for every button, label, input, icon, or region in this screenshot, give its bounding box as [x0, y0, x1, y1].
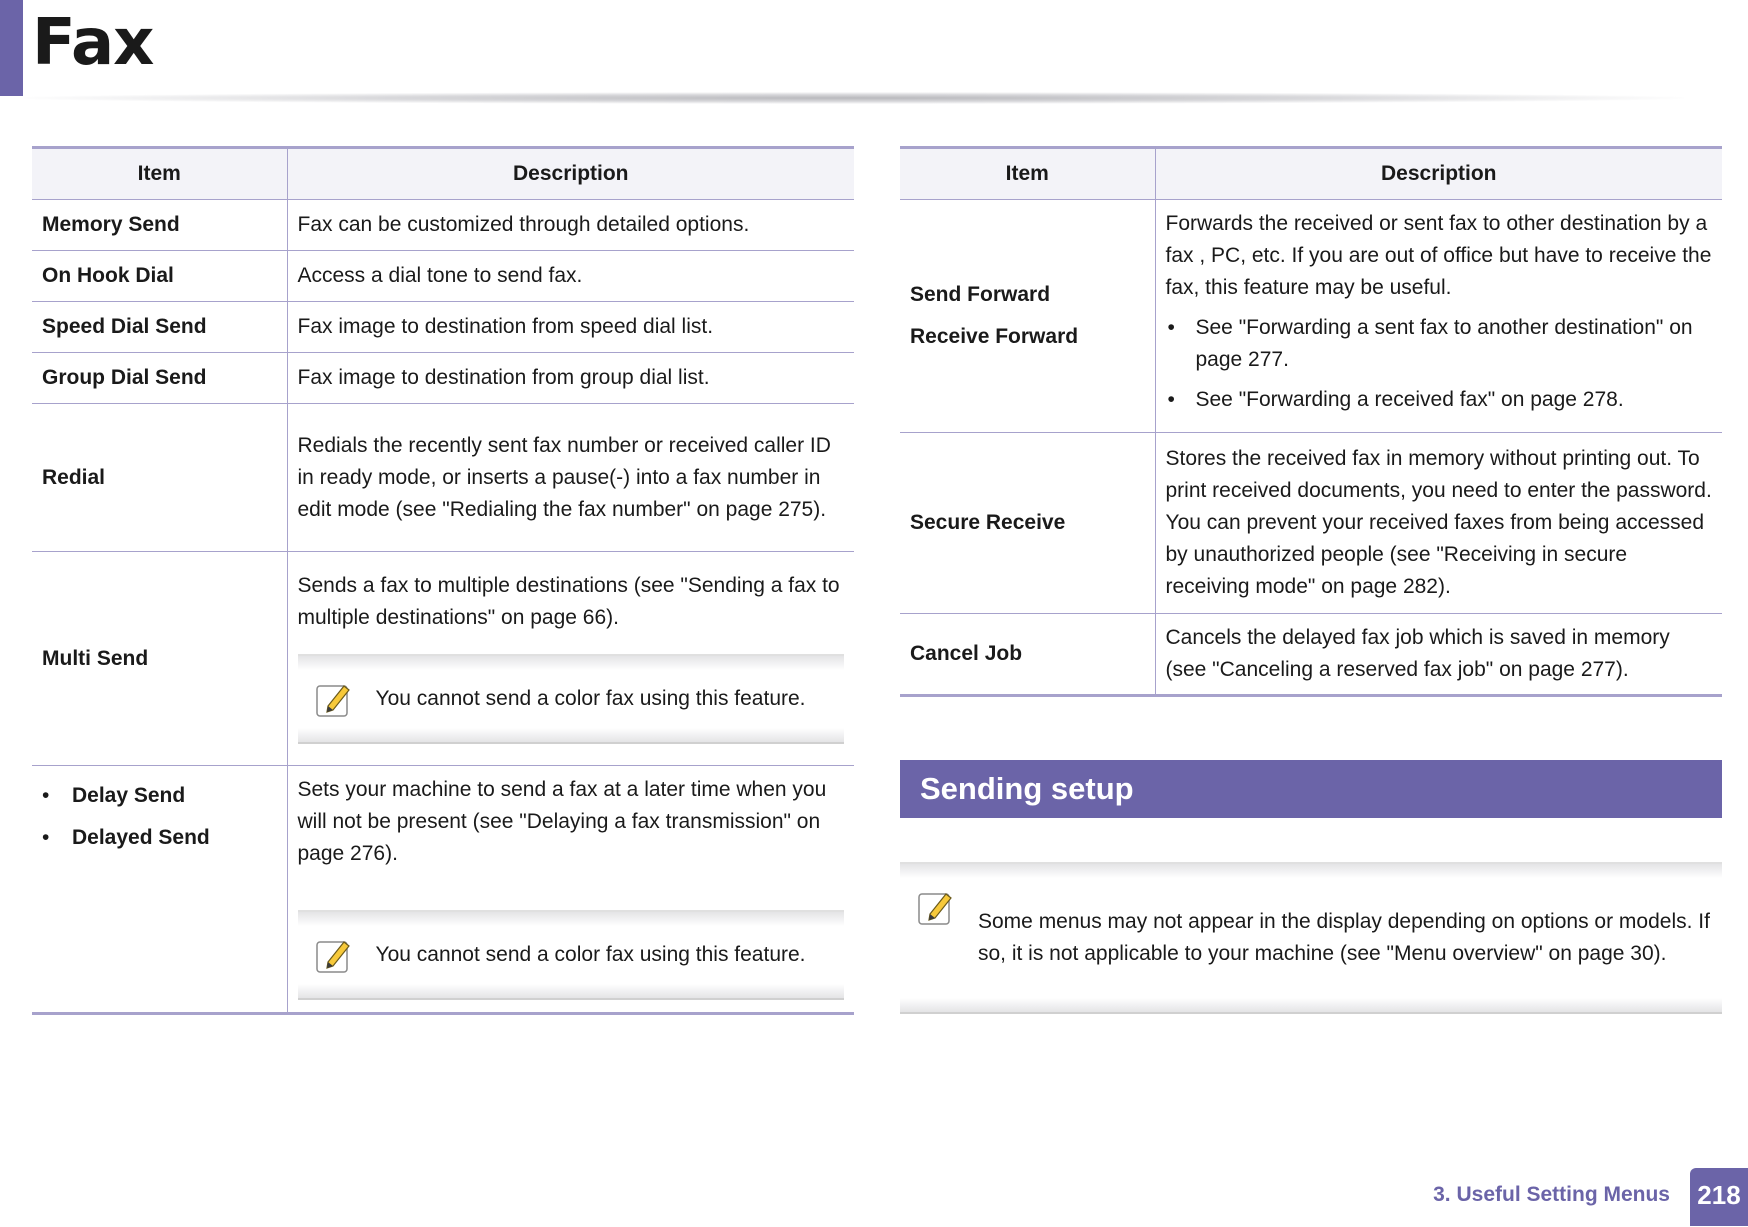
row-description: Sets your machine to send a fax at a later time when you will not be present (see "Delaying a fax transmission" on page 276).: [297, 778, 827, 865]
row-description: Cancels the delayed fax job which is saved in memory (see "Canceling a reserved fax job" on page 277).: [1155, 614, 1722, 696]
table-row: [32, 552, 854, 766]
right-spec-table: [900, 146, 1722, 697]
left-spec-table: [32, 146, 854, 1015]
row-description: Fax can be customized through detailed options.: [287, 200, 854, 251]
note-text: You cannot send a color fax using this feature.: [375, 943, 806, 966]
row-item-cancel-job: Cancel Job: [900, 614, 1155, 696]
table-header-row: [32, 148, 854, 200]
row-description: Redials the recently sent fax number or received caller ID in ready mode, or inserts a pause(-) into a fax number in edit mode (see "Redialing the fax number" on page 275).: [287, 404, 854, 552]
table-row: [32, 302, 854, 353]
note-box: [900, 862, 1722, 1014]
page-number-badge: 218: [1690, 1168, 1748, 1226]
row-item-cell: [32, 766, 287, 1014]
row-description: Forwards the received or sent fax to other destination by a fax , PC, etc. If you are out of office but have to receive the fax, this feature may be useful.: [1165, 212, 1712, 299]
table-row: [32, 251, 854, 302]
row-description-cell: [287, 766, 854, 1014]
title-divider: [24, 92, 1684, 104]
row-description: Stores the received fax in memory without printing out. To print received documents, you need to enter the password. You can prevent your received faxes from being accessed by unauthorized people (see "Receiving in secure receiving mode" on page 282).: [1155, 433, 1722, 614]
row-description: Fax image to destination from group dial list.: [287, 353, 854, 404]
table-row: [900, 614, 1722, 696]
column-header-item: Item: [32, 148, 287, 200]
section-title: Sending setup: [920, 771, 1134, 806]
row-item-send-forward: Send Forward: [910, 283, 1051, 306]
list-item: • See "Forwarding a received fax" on page 278.: [1166, 384, 1713, 416]
list-item: • See "Forwarding a sent fax to another destination" on page 277.: [1166, 312, 1713, 376]
pencil-note-icon: [314, 680, 354, 720]
footer-chapter-label: 3. Useful Setting Menus: [1433, 1183, 1670, 1206]
table-header-row: [900, 148, 1722, 200]
row-item-delayed-send: • Delayed Send: [42, 822, 277, 854]
pencil-note-icon: [314, 936, 354, 976]
section-note-container: [900, 862, 1722, 1018]
column-header-description: Description: [287, 148, 854, 200]
table-row: [32, 353, 854, 404]
row-item-secure-receive: Secure Receive: [900, 433, 1155, 614]
row-description: Fax image to destination from speed dial list.: [287, 302, 854, 353]
row-description: Access a dial tone to send fax.: [287, 251, 854, 302]
section-heading: [900, 760, 1722, 818]
row-item-delay-send: • Delay Send: [42, 780, 277, 812]
table-row: [900, 200, 1722, 433]
row-description-cell: [287, 552, 854, 766]
row-item-speed-dial-send: Speed Dial Send: [32, 302, 287, 353]
column-header-item: Item: [900, 148, 1155, 200]
note-box: [298, 654, 845, 744]
row-description-cell: [1155, 200, 1722, 433]
table-row: [32, 766, 854, 1014]
note-text: Some menus may not appear in the display depending on options or models. If so, it is not applicable to your machine (see "Menu overview" on page 30).: [978, 910, 1710, 965]
note-text: You cannot send a color fax using this feature.: [375, 686, 806, 710]
row-description: Sends a fax to multiple destinations (see "Sending a fax to multiple destinations" on page 66).: [297, 573, 840, 629]
note-box: [298, 910, 845, 1000]
row-item-receive-forward: Receive Forward: [910, 325, 1079, 348]
table-row: [32, 200, 854, 251]
pencil-note-icon: [916, 888, 956, 928]
table-row: [32, 404, 854, 552]
page-title: Fax: [32, 6, 154, 80]
row-item-group-dial-send: Group Dial Send: [32, 353, 287, 404]
table-row: [900, 433, 1722, 614]
header-accent-bar: [0, 0, 23, 96]
row-item-cell: [900, 200, 1155, 433]
row-item-multi-send: Multi Send: [32, 552, 287, 766]
reference-list: [1166, 312, 1713, 416]
item-list: [42, 780, 277, 854]
row-item-memory-send: Memory Send: [32, 200, 287, 251]
row-item-on-hook-dial: On Hook Dial: [32, 251, 287, 302]
column-header-description: Description: [1155, 148, 1722, 200]
row-item-redial: Redial: [32, 404, 287, 552]
